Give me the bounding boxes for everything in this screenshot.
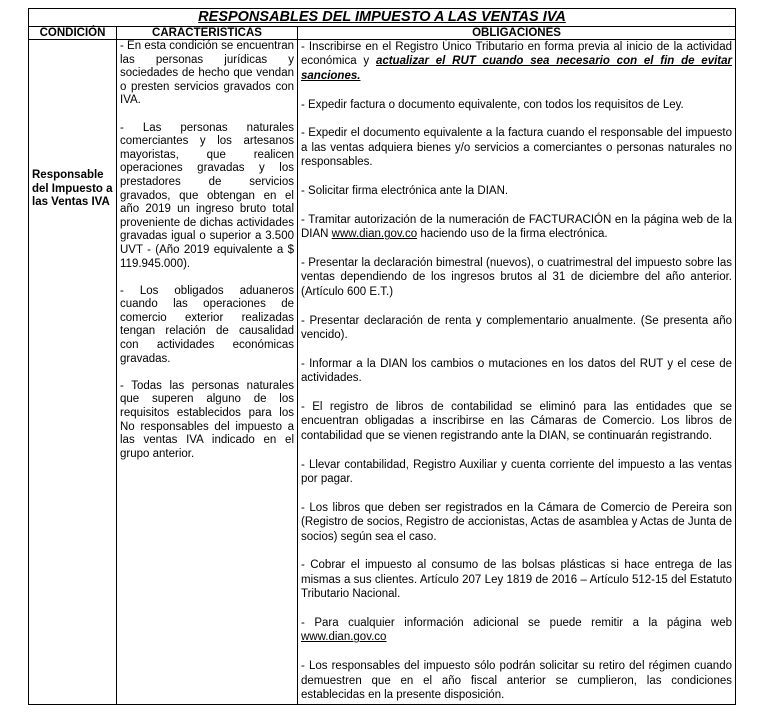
header-caracteristicas: CARACTERISTICAS [117, 27, 298, 40]
obligacion-item [301, 616, 732, 645]
obligacion-text: - Para cualquier información adicional se puede remitir a la página web [301, 617, 732, 630]
caracteristica-item: - Los obligados aduaneros cuando las operaciones de comercio exterior realizadas tengan relación de causalidad con actividades económicas gravadas. [120, 284, 294, 365]
caracteristicas-cell [117, 40, 298, 705]
dian-link[interactable]: www.dian.gov.co [301, 631, 387, 644]
obligacion-text: - Tramitar autorización de la numeración de FACTURACIÓN en la página web de la DIAN [301, 213, 732, 241]
obligacion-item: - Presentar la declaración bimestral (nuevos), o cuatrimestral del impuesto sobre las ventas dependiendo de los ingresos brutos al 31 de diciembre del año anterior. (Artículo 600 E.T.) [301, 257, 732, 298]
obligacion-text: - Inscribirse en el Registro Único Tributario en forma previa al inicio de la actividad económica y [301, 41, 732, 68]
condicion-text: Responsable del Impuesto a las Ventas IVA [32, 169, 113, 208]
obligacion-item: - Presentar declaración de renta y complementario anualmente. (Se presenta año vencido). [301, 314, 732, 342]
obligaciones-cell [298, 40, 736, 705]
obligacion-item: - Expedir factura o documento equivalente, con todos los requisitos de Ley. [301, 98, 684, 111]
caracteristica-item: - Las personas naturales comerciantes y los artesanos mayoristas, que realicen operaciones gravadas y los prestadores de servicios gravados, que obtengan en el año 2019 un ingreso bruto total proveniente de dichas actividades gravadas igual o superior a 3.500 UVT - (Año 2019 equivalente a $ 119.945.000). [120, 121, 294, 270]
condicion-cell [29, 40, 117, 705]
obligacion-item: - Expedir el documento equivalente a la factura cuando el responsable del impuesto a las ventas adquiera bienes y/o servicios a comerciantes o personas naturales no responsables. [301, 127, 732, 169]
obligacion-item: - Informar a la DIAN los cambios o mutaciones en los datos del RUT y el cese de actividades. [301, 357, 732, 385]
obligacion-item: - Cobrar el impuesto al consumo de las bolsas plásticas si hace entrega de las mismas a sus clientes. Artículo 207 Ley 1819 de 2016 – Artículo 512-15 del Estatuto Tributario Nacional. [301, 559, 732, 601]
obligacion-item [301, 40, 732, 83]
dian-link[interactable]: www.dian.gov.co [331, 228, 418, 241]
document-page [28, 8, 736, 705]
obligacion-item: - Los responsables del impuesto sólo podrán solicitar su retiro del régimen cuando demuestren que en el año fiscal anterior se cumplieron, las condiciones establecidas en la presente disposición. [301, 660, 732, 702]
caracteristica-item: - Todas las personas naturales que superen alguno de los requisitos establecidos para los No responsables del impuesto a las ventas IVA indicado en el grupo anterior. [120, 379, 294, 460]
obligacion-item [301, 213, 732, 242]
header-condicion: CONDICIÓN [29, 27, 117, 40]
obligacion-item: - Los libros que deben ser registrados en la Cámara de Comercio de Pereira son (Registro de socios, Registro de accionistas, Actas de asamblea y Actas de Junta de socios) según sea el caso. [301, 501, 732, 543]
header-obligaciones: OBLIGACIONES [298, 27, 736, 40]
responsables-iva-table [28, 8, 736, 705]
caracteristica-item: - En esta condición se encuentran las personas jurídicas y sociedades de hecho que vendan o presten servicios gravados con IVA. [120, 40, 294, 107]
obligacion-text: haciendo uso de la firma electrónica. [417, 228, 608, 241]
obligacion-item: - Solicitar firma electrónica ante la DIAN. [301, 185, 509, 198]
table-title: RESPONSABLES DEL IMPUESTO A LAS VENTAS IVA [29, 9, 736, 27]
obligacion-item: - El registro de libros de contabilidad se eliminó para las entidades que se encuentran obligadas a inscribirse en las Cámaras de Comercio. Los libros de contabilidad que se vienen registrando ante la DIAN, se continuarán registrando. [301, 401, 732, 442]
obligacion-item: - Llevar contabilidad, Registro Auxiliar y cuenta corriente del impuesto a las ventas por pagar. [301, 458, 732, 486]
obligacion-emphasis: actualizar el RUT cuando sea necesario con el fin de evitar sanciones. [301, 55, 732, 82]
